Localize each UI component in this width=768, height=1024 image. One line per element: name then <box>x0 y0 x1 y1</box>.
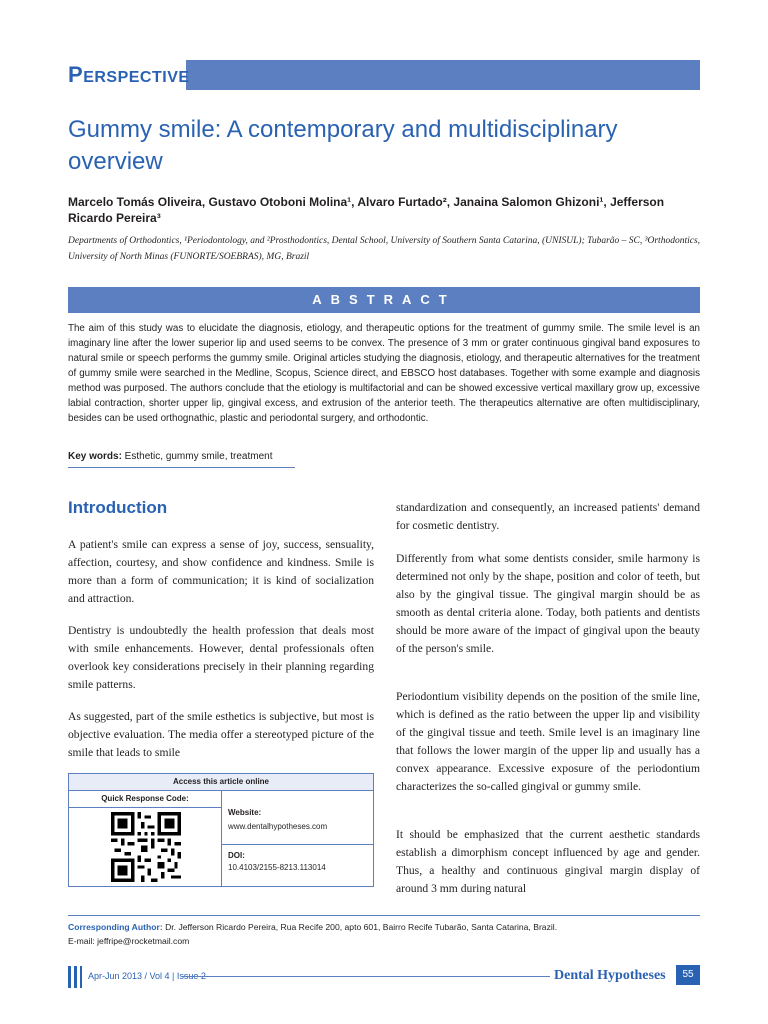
footer-bar <box>68 966 71 988</box>
section-label-rest: ERSPECTIVE <box>83 69 190 86</box>
keywords-divider <box>68 467 295 468</box>
journal-name: Dental Hypotheses <box>554 968 666 983</box>
issue-info: Apr-Jun 2013 / Vol 4 | Issue 2 <box>88 971 206 981</box>
doi-label: DOI: <box>228 851 245 860</box>
body-paragraph: Dentistry is undoubtedly the health profession that deals most with smile enhancements. However, dental professionals often overlook key considerations precisely in their planning regarding smile patterns. <box>68 624 374 691</box>
website-link[interactable]: www.dentalhypotheses.com <box>228 822 328 831</box>
body-paragraph: Periodontium visibility depends on the position of the smile line, which is defined as the ratio between the upper lip and visibility of the gingival tissue and teeth. Smile level is an imaginary line that follows the lower margin of the upper lip and usually has a convex appearance. Excessive exposure of the periodontium characterizes the so-called gingival or gummy smile. <box>396 690 700 793</box>
corresponding-email[interactable]: E-mail: jeffripe@rocketmail.com <box>68 936 190 946</box>
body-paragraph: As suggested, part of the smile esthetics is subjective, but most is objective evaluation. The media offer a stereotyped picture of the smile that leads to smile <box>68 710 374 759</box>
corresponding-label: Corresponding Author: <box>68 922 163 932</box>
corresponding-text: Dr. Jefferson Ricardo Pereira, Rua Recife 200, apto 601, Bairro Recife Tubarão, Santa Catarina, Brazil. <box>162 922 558 932</box>
box-divider <box>222 844 373 845</box>
body-paragraph: A patient's smile can express a sense of joy, success, sensuality, affection, courtesy, and show confidence and kindness. Smile is more than a form of communication; it is kind of socialization and attraction. <box>68 538 374 605</box>
page-number: 55 <box>676 965 700 985</box>
body-paragraph: It should be emphasized that the current aesthetic standards establish a dimorphism concept influenced by age and gender. Thus, a healthy and continuous gingival margin display of around 3 mm during natural <box>396 828 700 895</box>
footer-bar <box>74 966 77 988</box>
body-paragraph: Differently from what some dentists consider, smile harmony is determined not only by the shape, position and color of teeth, but also by the gingival tissue. The gingival margin should be as smooth as dental criteria alone. Today, both patients and dentists should be more aware of the impact of gingival upon the beauty of the person's smile. <box>396 552 700 655</box>
qr-code-icon[interactable] <box>111 812 181 882</box>
article-title: Gummy smile: A contemporary and multidisciplinary overview <box>68 116 618 175</box>
keywords <box>68 450 700 464</box>
qr-code-label: Quick Response Code: <box>69 791 221 808</box>
box-divider <box>221 791 222 887</box>
keywords-label: Key words: <box>68 451 122 462</box>
footnote-divider <box>68 915 700 916</box>
section-label <box>68 60 190 90</box>
section-label-initial: P <box>68 62 84 87</box>
abstract-heading: ABSTRACT <box>68 287 700 313</box>
footer-rule <box>182 976 550 977</box>
section-heading-introduction: Introduction <box>68 498 168 517</box>
doi-link[interactable]: 10.4103/2155-8213.113014 <box>228 863 326 872</box>
abstract-text: The aim of this study was to elucidate the diagnosis, etiology, and therapeutic options for the treatment of gummy smile. The smile level is an imaginary line after the lower superior lip and used seems to be convex. The presence of 3 mm or grater continuous gingival band exposures to natural smile or speech performs the gummy smile. Original articles studying the diagnosis, etiology, and therapeutic alternatives for the treatment of gummy smile were searched in the Medline, Scopus, Science direct, and EBSCO host databases. Together with some example and diagnosis method was purposed. The authors conclude that the etiology is multifactorial and can be showed excessive vertical maxillary grow up, excessive labial contraction, shorter upper lip, gingival excess, and extrusion of the anterior teeth. The therapeutics alternative are often multidisciplinary, besides can be used orthognathic, plastic and periodontal surgery, and orthodontic. <box>68 323 700 424</box>
authors: Marcelo Tomás Oliveira, Gustavo Otoboni Molina¹, Alvaro Furtado², Janaina Salomon Ghizoni¹, Jefferson Ricardo Pereira³ <box>68 195 665 225</box>
keywords-value: Esthetic, gummy smile, treatment <box>121 451 273 462</box>
footer-bar <box>80 966 82 988</box>
body-paragraph: standardization and consequently, an increased patients' demand for cosmetic dentistry. <box>396 501 700 532</box>
corresponding-author <box>68 920 700 948</box>
access-article-box <box>68 773 374 887</box>
access-box-heading: Access this article online <box>69 774 373 791</box>
affiliations: Departments of Orthodontics, ¹Periodontology, and ²Prosthodontics, Dental School, University of Southern Santa Catarina, (UNISUL); Tubarão – SC, ³Orthodontics, University of North Minas (FUNORTE/SOEBRAS), MG, Brazil <box>68 236 701 262</box>
website-label: Website: <box>228 808 262 817</box>
